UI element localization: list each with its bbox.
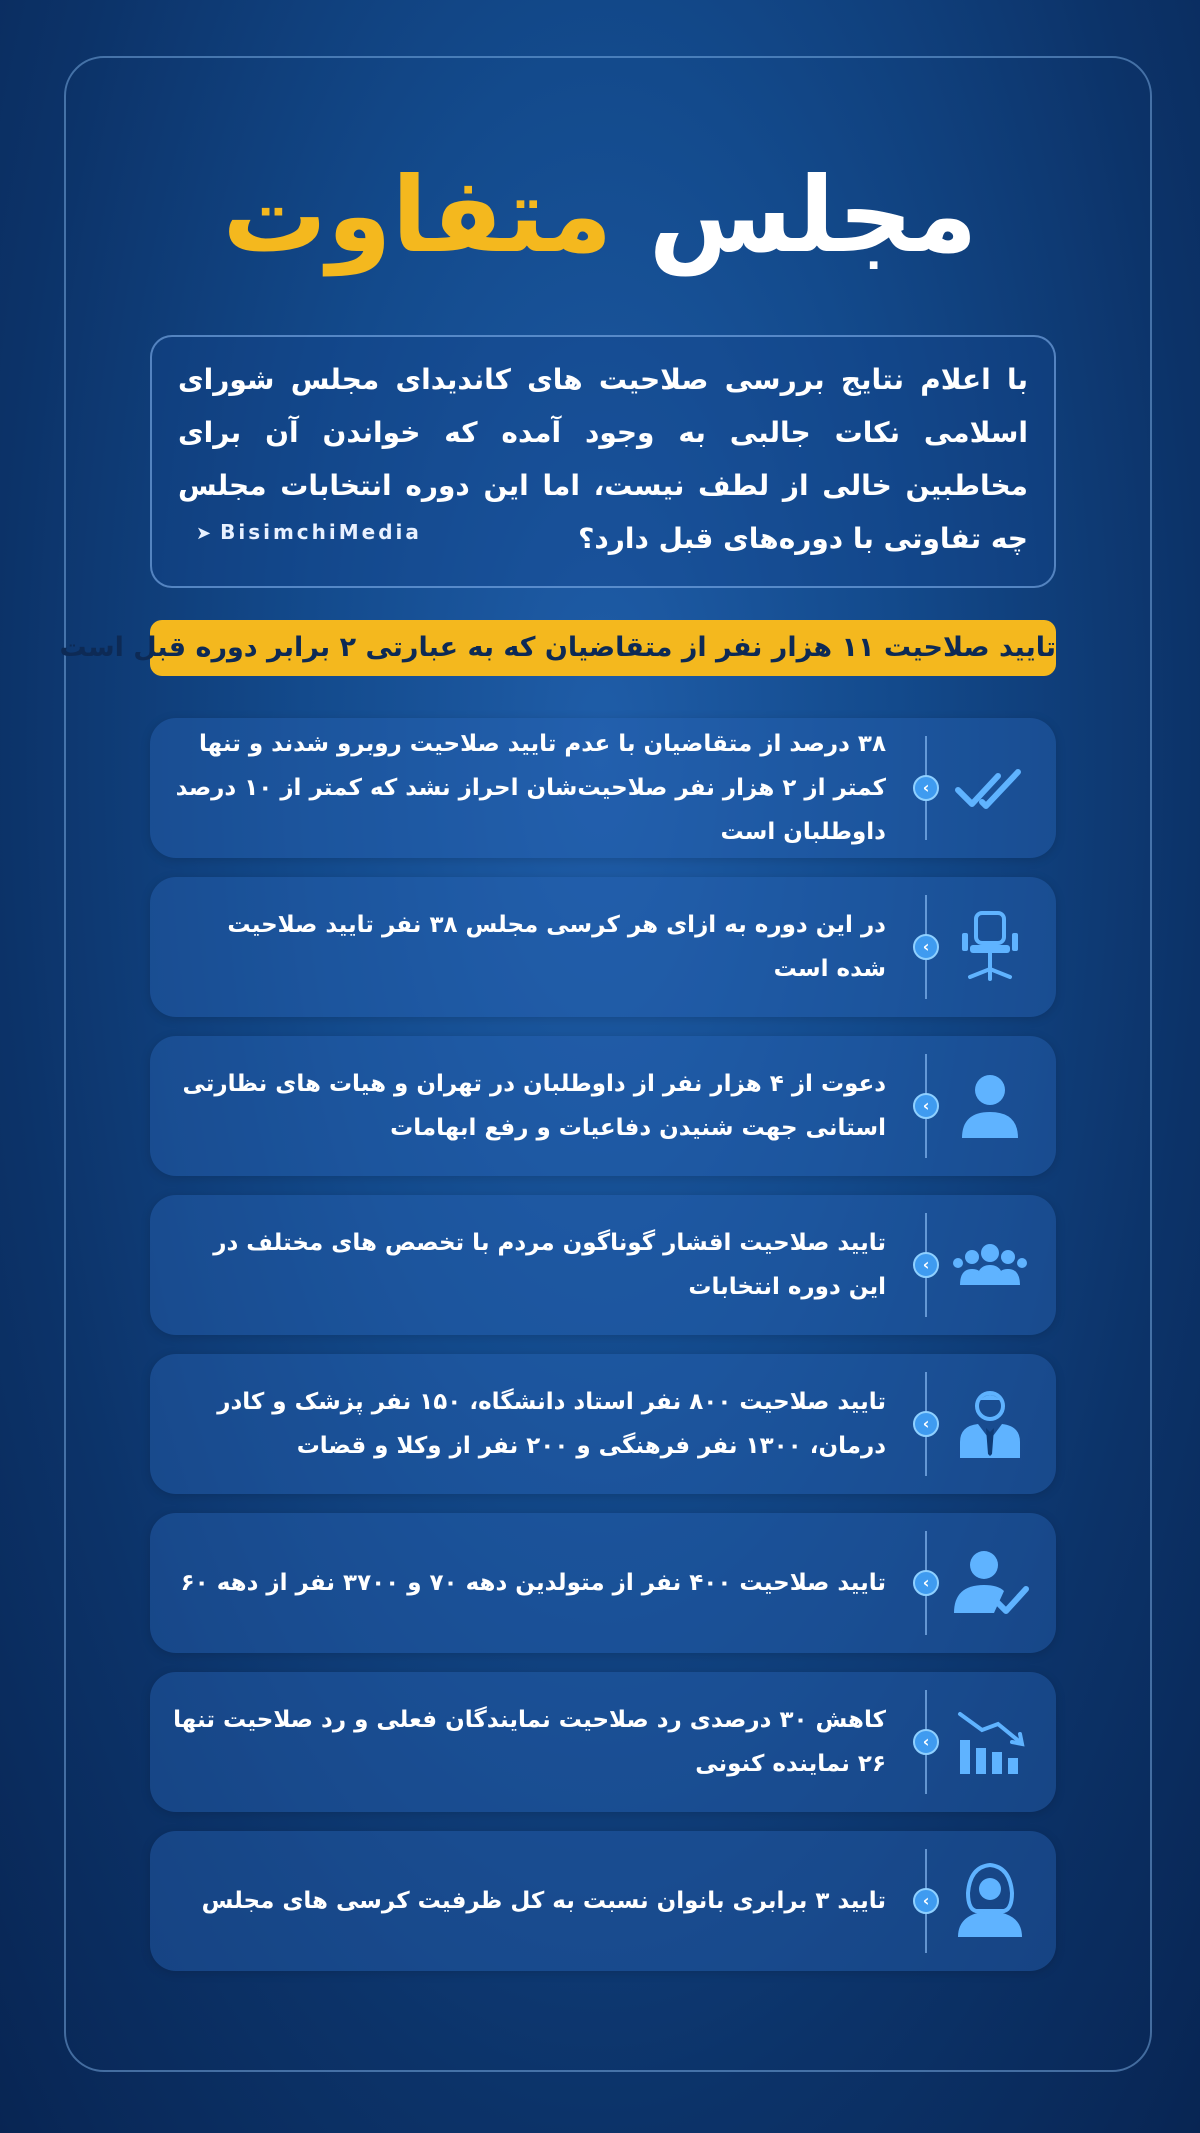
title-word-1: مجلس xyxy=(648,154,978,276)
telegram-icon: ➤ xyxy=(196,523,215,544)
chevron-left-icon: ‹ xyxy=(913,934,939,960)
chevron-left-icon: ‹ xyxy=(913,1252,939,1278)
group-icon xyxy=(948,1223,1032,1307)
woman-icon xyxy=(948,1859,1032,1943)
card-text: تایید صلاحیت ۴۰۰ نفر از متولدین دهه ۷۰ و ۳۷۰۰ نفر از دهه ۶۰ xyxy=(180,1570,886,1596)
info-card xyxy=(150,1354,1056,1494)
user-check-icon xyxy=(948,1541,1032,1625)
card-text: کاهش ۳۰ درصدی رد صلاحیت نمایندگان فعلی و رد صلاحیت تنها ۲۶ نماینده کنونی xyxy=(173,1707,886,1777)
info-card xyxy=(150,1831,1056,1971)
declining-chart-icon xyxy=(948,1700,1032,1784)
chevron-left-icon: ‹ xyxy=(913,1570,939,1596)
info-card xyxy=(150,1195,1056,1335)
chevron-left-icon: ‹ xyxy=(913,1411,939,1437)
card-text: در این دوره به ازای هر کرسی مجلس ۳۸ نفر تایید صلاحیت شده است xyxy=(227,912,886,982)
info-card xyxy=(150,1672,1056,1812)
chevron-left-icon: ‹ xyxy=(913,1729,939,1755)
chevron-left-icon: ‹ xyxy=(913,775,939,801)
chevron-left-icon: ‹ xyxy=(913,1093,939,1119)
card-text: ۳۸ درصد از متقاضیان با عدم تایید صلاحیت روبرو شدند و تنها کمتر از ۲ هزار نفر صلاحیت‌شان احراز نشد که کمتر از ۱۰ درصد داوطلبان است xyxy=(175,731,886,845)
double-check-icon xyxy=(948,746,1032,830)
professional-icon xyxy=(948,1382,1032,1466)
highlight-banner: تایید صلاحیت ۱۱ هزار نفر از متقاضیان که به عبارتی ۲ برابر دوره قبل است xyxy=(150,620,1056,676)
card-text: تایید صلاحیت ۸۰۰ نفر استاد دانشگاه، ۱۵۰ نفر پزشک و کادر درمان، ۱۳۰۰ نفر فرهنگی و ۲۰۰ نفر از وکلا و قضات xyxy=(217,1389,886,1459)
info-card xyxy=(150,718,1056,858)
info-card xyxy=(150,1513,1056,1653)
brand-tag xyxy=(196,520,422,544)
intro-box xyxy=(150,335,1056,588)
title-word-2: متفاوت xyxy=(222,154,613,276)
person-icon xyxy=(948,1064,1032,1148)
brand-label: BisimchiMedia xyxy=(220,520,422,544)
card-text: تایید صلاحیت اقشار گوناگون مردم با تخصص های مختلف در این دوره انتخابات xyxy=(213,1230,886,1300)
intro-text: با اعلام نتایج بررسی صلاحیت های کاندیدای مجلس شورای اسلامی نکات جالبی به وجود آمده که خواندن آن برای مخاطبین خالی از لطف نیست، اما این دوره انتخابات مجلس چه تفاوتی با دوره‌های قبل دارد؟ xyxy=(178,363,1028,555)
card-text: دعوت از ۴ هزار نفر از داوطلبان در تهران و هیات های نظارتی استانی جهت شنیدن دفاعیات و رفع ابهامات xyxy=(182,1071,886,1141)
chevron-left-icon: ‹ xyxy=(913,1888,939,1914)
info-card xyxy=(150,877,1056,1017)
info-card xyxy=(150,1036,1056,1176)
card-text: تایید ۳ برابری بانوان نسبت به کل ظرفیت کرسی های مجلس xyxy=(201,1888,886,1914)
chair-icon xyxy=(948,905,1032,989)
page-title xyxy=(0,150,1200,280)
